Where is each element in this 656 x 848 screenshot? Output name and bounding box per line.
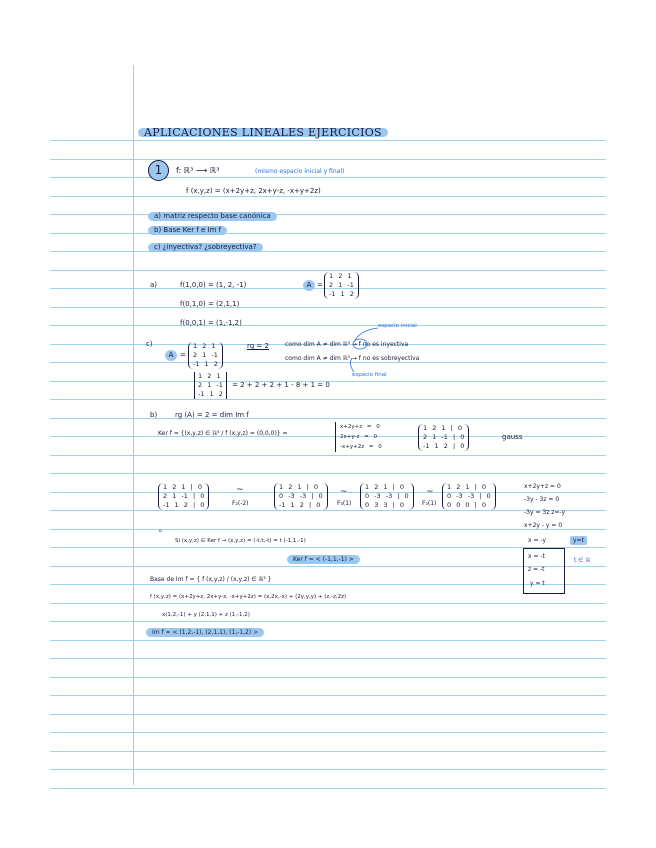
task-a: a) matriz respecto base canónica <box>148 212 277 221</box>
rank-dim-statement: rg (A) = 2 = dim Im f <box>175 411 249 419</box>
matrix-row: 0 -3 -3 | 0 <box>447 492 491 500</box>
matrix-row: 1 2 1 | 0 <box>447 483 486 491</box>
task-c: c) ¿inyectiva? ¿sobreyectiva? <box>148 243 263 252</box>
det-row: 1 2 1 <box>198 372 221 380</box>
matrix-a <box>324 272 359 299</box>
map-formula: f (x,y,z) = (x+2y+z, 2x+y-z, -x+y+2z) <box>186 187 321 195</box>
matrix-row: 2 1 -1 <box>193 351 218 359</box>
not-surjective-line: como dim A ≠ dim ℝ³ → f no es sobreyectiva <box>285 355 420 362</box>
matrix-row: -1 1 2 <box>193 360 218 368</box>
augmented-matrix <box>418 424 469 451</box>
bullet: ° <box>158 529 163 539</box>
not-injective-line: como dim A ≠ dim ℝ³ → f no es inyectiva <box>285 341 409 348</box>
param-row: y = t <box>530 580 545 587</box>
tilde: ~ <box>340 487 348 497</box>
rank-statement: rg = 2 <box>247 342 269 350</box>
tilde: ~ <box>426 487 434 497</box>
equals-sign: = <box>317 281 323 289</box>
margin-line <box>133 65 134 785</box>
kernel-system <box>335 422 382 452</box>
matrix-row: 1 2 1 | 0 <box>423 424 462 432</box>
kernel-result: Ker f = < (-1,1,-1) > <box>287 555 360 564</box>
matrix-row: 0 -3 -3 | 0 <box>365 492 409 500</box>
t-in-reals: t ∈ ℝ <box>574 557 591 564</box>
exercise-number-badge: 1 <box>148 160 169 181</box>
det-row: -1 1 2 <box>198 390 223 398</box>
gauss-matrix-3 <box>360 483 414 510</box>
image-combination: x(1,2,-1) + y (2,1,1) + z (1,-1,2) <box>162 612 250 618</box>
param-row: z = -t <box>528 566 545 573</box>
matrix-row: 0 3 3 | 0 <box>365 501 404 509</box>
matrix-row: 0 0 0 | 0 <box>447 501 486 509</box>
solve-line: x+2y - y = 0 <box>524 522 563 529</box>
matrix-row: 1 2 1 | 0 <box>365 483 404 491</box>
determinant <box>194 372 227 399</box>
system-row: x+2y+z = 0 <box>340 424 380 430</box>
matrix-c-label: A <box>165 350 177 361</box>
row-op-1: F₂(-2) <box>232 500 249 507</box>
matrix-row: 1 2 1 | 0 <box>279 483 318 491</box>
gauss-matrix-2 <box>274 483 328 510</box>
image-expansion: f (x,y,z) = (x+2y+z, 2x+y-z, -x+y+2z) = (x,2x,-x) + (2y,y,y) + (z,-z,2z) <box>150 594 347 600</box>
image-e1: f(1,0,0) = (1, 2, -1) <box>180 281 247 289</box>
matrix-c <box>188 342 223 369</box>
map-definition: f: ℝ³ ⟶ ℝ³ <box>176 166 220 175</box>
image-result: Im f = < (1,2,-1), (2,1,1), (1,-1,2) > <box>146 628 264 637</box>
matrix-row: -1 1 2 | 0 <box>423 442 465 450</box>
task-b: b) Base Ker f e Im f <box>148 226 227 235</box>
kernel-definition: Ker f = {(x,y,z) ∈ ℝ³ / f (x,y,z) = (0,0,0)} = <box>158 430 288 437</box>
tilde: ~ <box>236 485 244 495</box>
kernel-statement: Si (x,y,z) ∈ Ker f → (x,y,z) = (-t,t,-t) = t (-1,1,-1) <box>175 538 306 544</box>
image-basis-definition: Base de Im f = { f (x,y,z) / (x,y,z) ∈ ℝ³ } <box>150 576 272 583</box>
gauss-matrix-1 <box>158 483 209 510</box>
matrix-row: 2 1 -1 | 0 <box>423 433 465 441</box>
part-a-label: a) <box>150 281 158 289</box>
method-label: gauss <box>502 433 523 441</box>
determinant-result: = 2 + 2 + 2 + 1 - 8 + 1 = 0 <box>232 381 330 389</box>
matrix-row: 1 2 1 <box>193 342 216 350</box>
solve-line: x = -y <box>528 537 547 544</box>
row-op-2: F₃(1) <box>337 500 352 507</box>
matrix-row: -1 1 2 | 0 <box>163 501 205 509</box>
image-e3: f(0,0,1) = (1,-1,2) <box>180 319 242 327</box>
matrix-a-label: A <box>303 280 315 291</box>
system-row: -x+y+2z = 0 <box>340 444 382 450</box>
matrix-row: 0 -3 -3 | 0 <box>279 492 323 500</box>
ruled-line <box>50 788 606 789</box>
matrix-row: 2 1 -1 | 0 <box>163 492 205 500</box>
annotation-arrows <box>340 324 380 376</box>
system-row: 2x+y-z = 0 <box>340 434 377 440</box>
matrix-row: -1 1 2 | 0 <box>279 501 321 509</box>
part-b-label: b) <box>150 411 158 419</box>
det-row: 2 1 -1 <box>198 381 223 389</box>
matrix-row: 1 2 1 | 0 <box>163 483 202 491</box>
matrix-row: 2 1 -1 <box>329 281 354 289</box>
row-op-3: F₃(1) <box>422 500 437 507</box>
image-e2: f(0,1,0) = (2,1,1) <box>180 300 240 308</box>
matrix-row: -1 1 2 <box>329 290 354 298</box>
annotation-final-space: espacio final <box>352 372 387 378</box>
solve-line: x+2y+z = 0 <box>524 483 561 490</box>
solve-line: -3y - 3z = 0 <box>524 496 560 503</box>
part-c-label: c) <box>146 340 153 348</box>
map-note: (mismo espacio inicial y final) <box>255 168 345 175</box>
matrix-row: 1 2 1 <box>329 272 352 280</box>
annotation-initial-space: espacio inicial <box>378 323 417 329</box>
page-title: APLICACIONES LINEALES EJERCICIOS <box>138 128 388 137</box>
equals-sign: = <box>180 351 186 359</box>
parameter-badge: y=t <box>570 536 587 545</box>
solve-line: -3y = 3z z=-y <box>524 509 566 516</box>
param-row: x = -t <box>528 553 545 560</box>
gauss-matrix-4 <box>442 483 496 510</box>
